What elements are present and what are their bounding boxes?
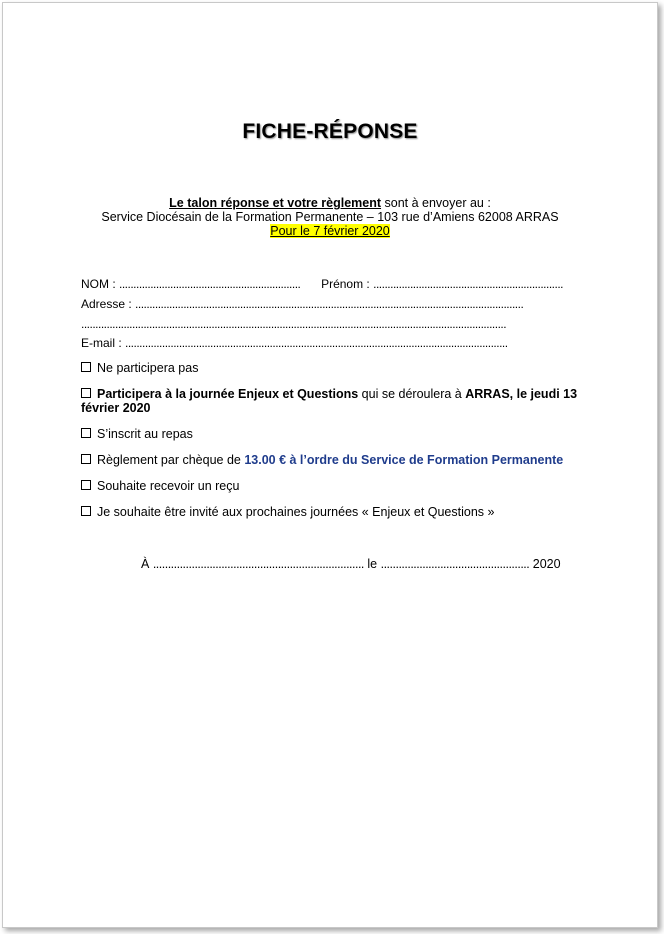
adresse-field[interactable]: ......................................................................................................................................... [135,297,524,311]
checkbox[interactable] [81,480,91,490]
checkbox[interactable] [81,428,91,438]
intro-address: Service Diocésain de la Formation Permanente – 103 rue d’Amiens 62008 ARRAS [101,210,559,224]
option-label-mid: qui se déroulera à [358,387,466,401]
option-label: Souhaite recevoir un reçu [97,479,240,493]
checkbox[interactable] [81,388,91,398]
intro-lead-rest: sont à envoyer au : [381,196,491,210]
option-label-place-date: ARRAS, le jeudi 13 février 2020 [81,387,578,415]
option-label: Ne participera pas [97,361,199,375]
email-label: E-mail : [81,336,122,350]
checkbox[interactable] [81,506,91,516]
a-label: À [141,557,150,571]
page-title: FICHE-RÉPONSE [242,120,418,143]
le-label: le [367,557,378,571]
nom-label: NOM : [81,277,116,291]
adresse-row [81,297,523,311]
option-recu [81,479,591,493]
prenom-field[interactable]: ................................................................... [373,277,563,291]
option-amount: 13.00 € à l’ordre du Service de Formation Permanente [244,453,564,467]
email-row [81,336,508,350]
option-participera [81,387,591,415]
intro-lead: Le talon réponse et votre règlement [169,196,382,210]
checkbox[interactable] [81,362,91,372]
intro-line-1 [0,196,660,210]
option-repas [81,427,591,441]
option-label: Je souhaite être invité aux prochaines journées « Enjeux et Questions » [97,505,495,519]
lieu-field[interactable]: ....................................................................... [152,557,364,571]
intro-deadline-line [0,224,660,238]
checkbox[interactable] [81,454,91,464]
adresse-field-2[interactable]: ...................................................................................................................................................... [81,317,507,331]
option-ne-participera-pas [81,361,591,375]
intro-block [0,196,660,238]
year: 2020 [532,557,561,571]
adresse-row-2 [81,317,506,331]
intro-deadline: Pour le 7 février 2020 [270,224,390,238]
option-label: Règlement par chèque de [97,453,245,467]
nom-field[interactable]: ................................................................ [119,277,301,291]
option-invitation [81,505,591,519]
option-label-bold: Participera à la journée Enjeux et Questions [97,387,359,401]
email-field[interactable]: ....................................................................................................................................... [125,336,508,350]
prenom-label: Prénom : [321,277,370,291]
date-field[interactable]: .................................................. [380,557,530,571]
option-label: S’inscrit au repas [97,427,193,441]
nom-prenom-row [81,277,563,291]
signature-line [141,557,561,571]
option-reglement [81,453,591,467]
adresse-label: Adresse : [81,297,132,311]
